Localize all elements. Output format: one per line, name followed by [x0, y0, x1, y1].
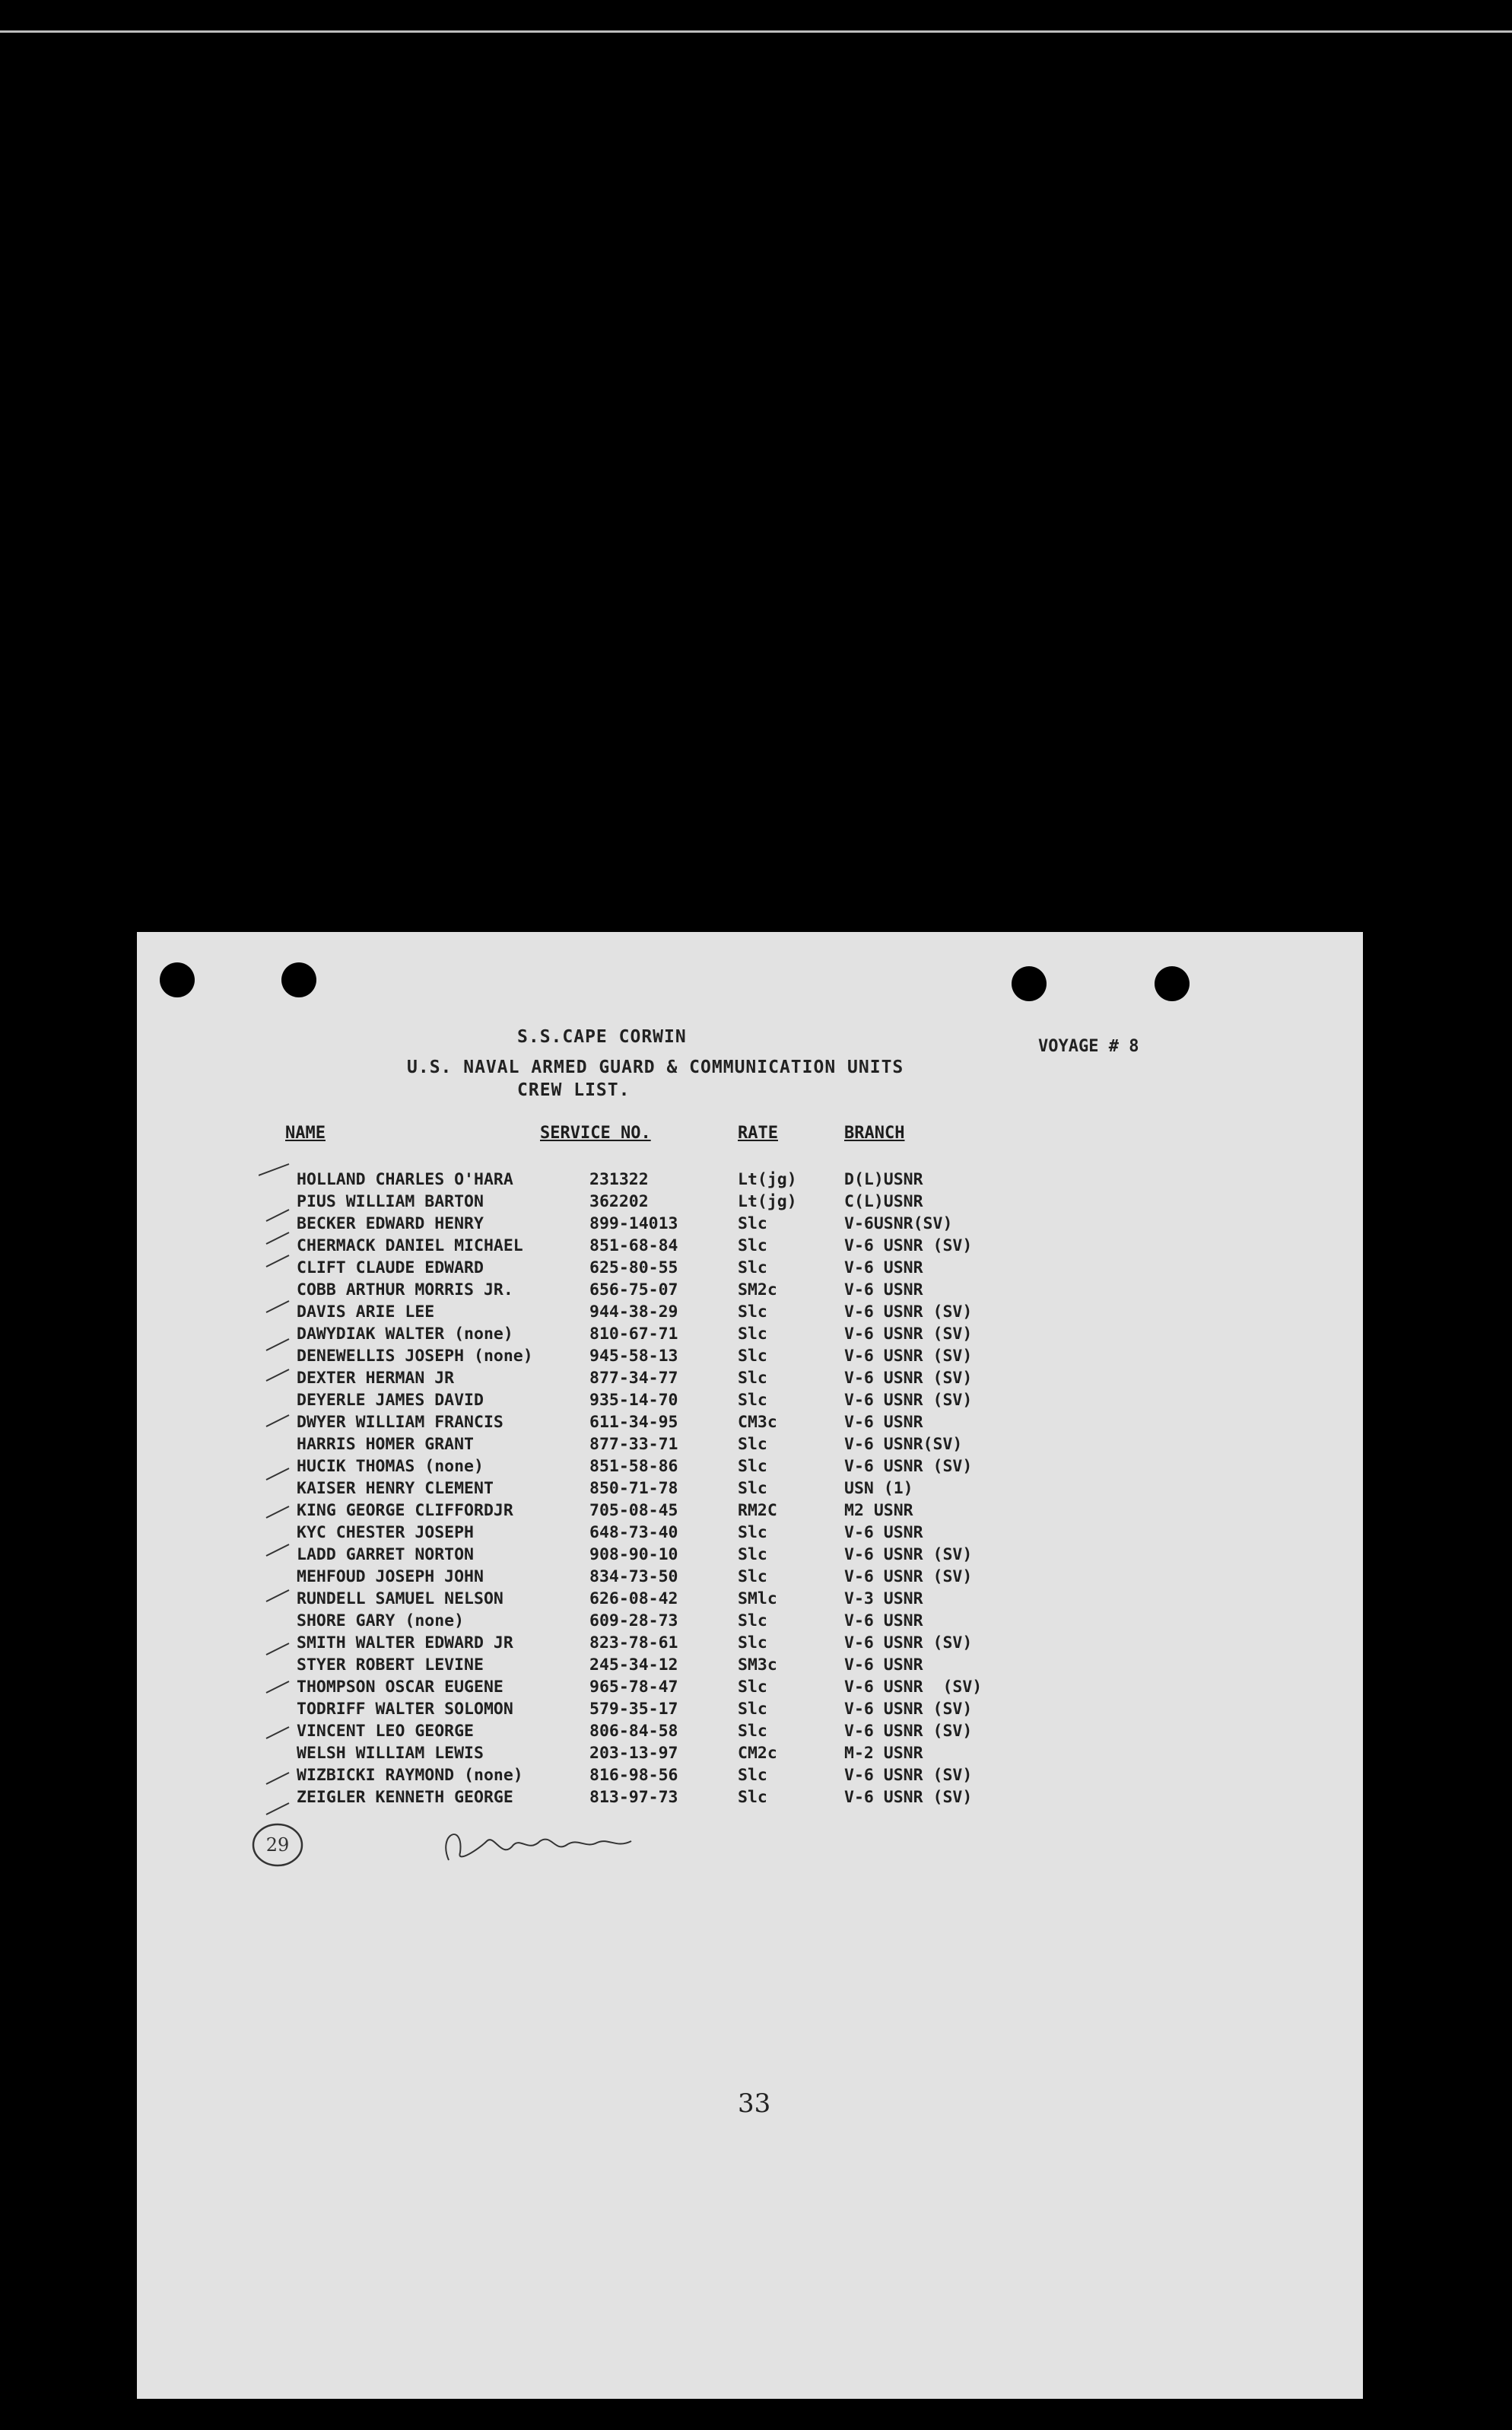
service-number: 908-90-10 — [589, 1545, 678, 1564]
service-number: 851-68-84 — [589, 1236, 678, 1255]
service-number: 851-58-86 — [589, 1457, 678, 1476]
table-row — [137, 1192, 1363, 1214]
crew-name: TODRIFF WALTER SOLOMON — [297, 1700, 513, 1719]
service-number: 850-71-78 — [589, 1479, 678, 1498]
service-number: 626-08-42 — [589, 1589, 678, 1608]
crew-name: DAWYDIAK WALTER (none) — [297, 1325, 513, 1344]
crew-name: KING GEORGE CLIFFORDJR — [297, 1501, 513, 1520]
crew-name: SMITH WALTER EDWARD JR — [297, 1633, 513, 1652]
table-row — [137, 1611, 1363, 1633]
punch-hole — [1155, 966, 1190, 1001]
table-row — [137, 1656, 1363, 1678]
crew-name: COBB ARTHUR MORRIS JR. — [297, 1280, 513, 1299]
branch: V-6 USNR — [844, 1523, 923, 1542]
rate: Slc — [738, 1567, 767, 1586]
page-number: 33 — [738, 2088, 771, 2119]
crew-name: STYER ROBERT LEVINE — [297, 1656, 484, 1675]
ship-name: S.S.CAPE CORWIN — [517, 1027, 687, 1047]
service-number: 609-28-73 — [589, 1611, 678, 1630]
rate: SM3c — [738, 1656, 777, 1675]
rate: Slc — [738, 1545, 767, 1564]
branch: V-6 USNR (SV) — [844, 1302, 973, 1322]
rate: Slc — [738, 1766, 767, 1785]
rate: SMlc — [738, 1589, 777, 1608]
table-row — [137, 1236, 1363, 1258]
table-row — [137, 1369, 1363, 1391]
table-row — [137, 1170, 1363, 1192]
service-number: 648-73-40 — [589, 1523, 678, 1542]
branch: V-6 USNR — [844, 1258, 923, 1277]
table-row — [137, 1280, 1363, 1302]
branch: V-6 USNR (SV) — [844, 1391, 973, 1410]
list-title: CREW LIST. — [517, 1080, 631, 1100]
branch: M-2 USNR — [844, 1744, 923, 1763]
crew-name: DEXTER HERMAN JR — [297, 1369, 455, 1388]
branch: V-6 USNR (SV) — [844, 1722, 973, 1741]
table-row — [137, 1788, 1363, 1810]
branch: V-6 USNR(SV) — [844, 1435, 963, 1454]
table-row — [137, 1523, 1363, 1545]
table-row — [137, 1766, 1363, 1788]
rate: Slc — [738, 1633, 767, 1652]
crew-name: DAVIS ARIE LEE — [297, 1302, 435, 1322]
branch: V-6 USNR (SV) — [844, 1457, 973, 1476]
table-row — [137, 1413, 1363, 1435]
crew-name: THOMPSON OSCAR EUGENE — [297, 1678, 503, 1697]
rate: Slc — [738, 1391, 767, 1410]
rate: Slc — [738, 1722, 767, 1741]
table-row — [137, 1391, 1363, 1413]
crew-name: RUNDELL SAMUEL NELSON — [297, 1589, 503, 1608]
service-number: 203-13-97 — [589, 1744, 678, 1763]
crew-name: KYC CHESTER JOSEPH — [297, 1523, 474, 1542]
rate: Slc — [738, 1700, 767, 1719]
rate: Lt(jg) — [738, 1170, 797, 1189]
service-number: 810-67-71 — [589, 1325, 678, 1344]
branch: V-6 USNR (SV) — [844, 1236, 973, 1255]
crew-name: VINCENT LEO GEORGE — [297, 1722, 474, 1741]
crew-name: HUCIK THOMAS (none) — [297, 1457, 484, 1476]
branch: V-6 USNR (SV) — [844, 1678, 983, 1697]
crew-name: DWYER WILLIAM FRANCIS — [297, 1413, 503, 1432]
service-number: 813-97-73 — [589, 1788, 678, 1807]
service-number: 806-84-58 — [589, 1722, 678, 1741]
circled-count-text: 29 — [265, 1834, 290, 1856]
crew-name: PIUS WILLIAM BARTON — [297, 1192, 484, 1211]
crew-name: LADD GARRET NORTON — [297, 1545, 474, 1564]
rate: Slc — [738, 1302, 767, 1322]
crew-name: MEHFOUD JOSEPH JOHN — [297, 1567, 484, 1586]
branch: V-6USNR(SV) — [844, 1214, 953, 1233]
service-number: 579-35-17 — [589, 1700, 678, 1719]
rate: Slc — [738, 1611, 767, 1630]
branch: V-3 USNR — [844, 1589, 923, 1608]
circled-count — [251, 1822, 304, 1868]
branch: V-6 USNR (SV) — [844, 1369, 973, 1388]
table-row — [137, 1633, 1363, 1656]
rate: SM2c — [738, 1280, 777, 1299]
table-row — [137, 1258, 1363, 1280]
branch: V-6 USNR — [844, 1413, 923, 1432]
branch: V-6 USNR (SV) — [844, 1788, 973, 1807]
rate: Slc — [738, 1788, 767, 1807]
branch: V-6 USNR (SV) — [844, 1545, 973, 1564]
rate: Slc — [738, 1479, 767, 1498]
table-row — [137, 1435, 1363, 1457]
service-number: 944-38-29 — [589, 1302, 678, 1322]
service-number: 877-34-77 — [589, 1369, 678, 1388]
header-branch: BRANCH — [844, 1124, 905, 1143]
rate: Slc — [738, 1325, 767, 1344]
punch-hole — [281, 962, 316, 997]
rate: CM2c — [738, 1744, 777, 1763]
rate: Slc — [738, 1347, 767, 1366]
crew-name: HARRIS HOMER GRANT — [297, 1435, 474, 1454]
branch: C(L)USNR — [844, 1192, 923, 1211]
rate: Slc — [738, 1457, 767, 1476]
table-row — [137, 1744, 1363, 1766]
table-row — [137, 1501, 1363, 1523]
rate: Slc — [738, 1258, 767, 1277]
branch: V-6 USNR — [844, 1656, 923, 1675]
handwritten-signature — [434, 1818, 662, 1872]
crew-table — [137, 1170, 1363, 1810]
service-number: 362202 — [589, 1192, 649, 1211]
crew-name: WIZBICKI RAYMOND (none) — [297, 1766, 523, 1785]
punch-hole — [1012, 966, 1047, 1001]
crew-list-page — [137, 932, 1363, 2399]
branch: V-6 USNR (SV) — [844, 1347, 973, 1366]
rate: Slc — [738, 1369, 767, 1388]
service-number: 816-98-56 — [589, 1766, 678, 1785]
branch: V-6 USNR (SV) — [844, 1700, 973, 1719]
table-row — [137, 1589, 1363, 1611]
scan-border-line — [0, 30, 1512, 33]
rate: CM3c — [738, 1413, 777, 1432]
branch: USN (1) — [844, 1479, 913, 1498]
crew-name: KAISER HENRY CLEMENT — [297, 1479, 494, 1498]
rate: Slc — [738, 1523, 767, 1542]
service-number: 834-73-50 — [589, 1567, 678, 1586]
branch: V-6 USNR (SV) — [844, 1633, 973, 1652]
table-row — [137, 1678, 1363, 1700]
service-number: 611-34-95 — [589, 1413, 678, 1432]
table-row — [137, 1325, 1363, 1347]
service-number: 877-33-71 — [589, 1435, 678, 1454]
table-row — [137, 1302, 1363, 1325]
service-number: 899-14013 — [589, 1214, 678, 1233]
rate: Slc — [738, 1214, 767, 1233]
crew-name: BECKER EDWARD HENRY — [297, 1214, 484, 1233]
crew-name: CHERMACK DANIEL MICHAEL — [297, 1236, 523, 1255]
header-service: SERVICE NO. — [540, 1124, 651, 1143]
service-number: 245-34-12 — [589, 1656, 678, 1675]
rate: RM2C — [738, 1501, 777, 1520]
service-number: 965-78-47 — [589, 1678, 678, 1697]
unit-title: U.S. NAVAL ARMED GUARD & COMMUNICATION UNITS — [407, 1058, 904, 1077]
branch: V-6 USNR (SV) — [844, 1766, 973, 1785]
header-name: NAME — [285, 1124, 326, 1143]
branch: M2 USNR — [844, 1501, 913, 1520]
service-number: 823-78-61 — [589, 1633, 678, 1652]
branch: V-6 USNR (SV) — [844, 1567, 973, 1586]
table-row — [137, 1214, 1363, 1236]
rate: Lt(jg) — [738, 1192, 797, 1211]
service-number: 656-75-07 — [589, 1280, 678, 1299]
punch-hole — [160, 962, 195, 997]
voyage-number: VOYAGE # 8 — [1038, 1037, 1139, 1056]
crew-name: DENEWELLIS JOSEPH (none) — [297, 1347, 533, 1366]
branch: V-6 USNR (SV) — [844, 1325, 973, 1344]
branch: V-6 USNR — [844, 1280, 923, 1299]
table-row — [137, 1347, 1363, 1369]
service-number: 231322 — [589, 1170, 649, 1189]
table-row — [137, 1700, 1363, 1722]
table-row — [137, 1722, 1363, 1744]
service-number: 935-14-70 — [589, 1391, 678, 1410]
crew-name: ZEIGLER KENNETH GEORGE — [297, 1788, 513, 1807]
service-number: 705-08-45 — [589, 1501, 678, 1520]
crew-name: DEYERLE JAMES DAVID — [297, 1391, 484, 1410]
table-row — [137, 1567, 1363, 1589]
table-row — [137, 1457, 1363, 1479]
service-number: 945-58-13 — [589, 1347, 678, 1366]
rate: Slc — [738, 1435, 767, 1454]
rate: Slc — [738, 1678, 767, 1697]
table-row — [137, 1545, 1363, 1567]
crew-name: CLIFT CLAUDE EDWARD — [297, 1258, 484, 1277]
branch: D(L)USNR — [844, 1170, 923, 1189]
header-rate: RATE — [738, 1124, 778, 1143]
table-row — [137, 1479, 1363, 1501]
branch: V-6 USNR — [844, 1611, 923, 1630]
service-number: 625-80-55 — [589, 1258, 678, 1277]
crew-name: HOLLAND CHARLES O'HARA — [297, 1170, 513, 1189]
rate: Slc — [738, 1236, 767, 1255]
crew-name: SHORE GARY (none) — [297, 1611, 465, 1630]
crew-name: WELSH WILLIAM LEWIS — [297, 1744, 484, 1763]
